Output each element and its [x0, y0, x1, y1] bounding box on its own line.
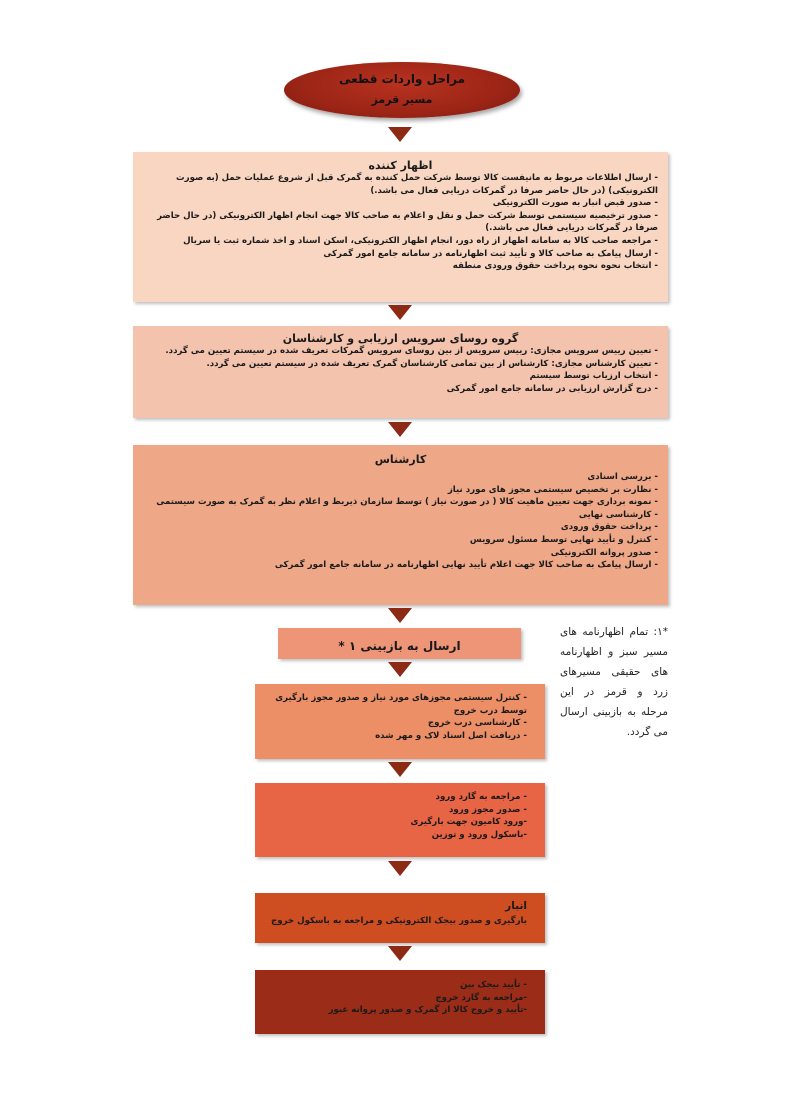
list-item: -ورود کامیون جهت بارگیری	[410, 817, 527, 828]
arrow-down-icon	[388, 946, 412, 961]
list-item: - صدور ترخیصیه سیستمی توسط شرکت حمل و نقل و اعلام به صاحب کالا جهت انجام اظهار الکترونیکی (در حال حاضر صرفا در گمرکات دریایی فعال می باشد.)	[157, 210, 658, 234]
arrow-down-icon	[388, 305, 412, 320]
list-item: - صدور مجوز ورود	[449, 804, 527, 815]
exit-permit-box	[255, 970, 545, 1034]
exit-gate-box	[255, 684, 545, 759]
arrow-down-icon	[388, 127, 412, 142]
list-item: - تعیین رییس سرویس مجازی: رییس سرویس از بین روسای سرویس گمرکات تعریف شده در سیستم تعیین می گردد.	[165, 346, 658, 356]
list-item: - صدور پروانه الکترونیکی	[550, 547, 658, 558]
warehouse-title: انبار	[505, 900, 527, 912]
arrow-down-icon	[388, 861, 412, 876]
list-item: - پرداخت حقوق ورودی	[560, 522, 658, 533]
exit-gate-list	[265, 692, 527, 742]
list-item: - نمونه برداری جهت تعیین ماهیت کالا ( در صورت نیاز ) توسط سازمان ذیربط و اعلام نظر به گمرک به صورت سیستمی	[156, 497, 658, 508]
list-item: - انتخاب نحوه نحوه پرداخت حقوق ورودی منطقه	[452, 261, 658, 272]
list-item: - نظارت بر تخصیص سیستمی مجوز های مورد نیاز	[447, 484, 658, 495]
list-item: - درج گزارش ارزیابی در سامانه جامع امور گمرکی	[446, 383, 658, 394]
arrow-down-icon	[388, 762, 412, 777]
diagram-subtitle: مسیر قرمز	[371, 93, 433, 106]
arrow-down-icon	[388, 422, 412, 437]
review-footnote: *۱: تمام اظهارنامه های مسیر سبز و اظهارنامه های حقیقی مسیرهای زرد و قرمز در این مرحله به بازبینی ارسال می گردد.	[560, 626, 668, 738]
exit-permit-list	[265, 979, 527, 1017]
warehouse-box	[255, 893, 545, 943]
declarant-box	[133, 152, 668, 302]
list-item: - دریافت اصل اسناد لاک و مهر شده	[375, 730, 527, 741]
arrow-down-icon	[388, 608, 412, 623]
warehouse-list	[265, 915, 527, 928]
assessment-group-title: گروه روسای سرویس ارزیابی و کارشناسان	[282, 332, 519, 345]
declarant-list	[143, 172, 658, 273]
expert-title: کارشناس	[374, 453, 427, 466]
list-item: - کارشناسی درب خروج	[427, 718, 527, 729]
list-item: - کنترل سیستمی مجوزهای مورد نیاز و صدور مجوز بارگیری توسط درب خروج	[275, 693, 527, 716]
list-item: - تأیید بیجک بین	[460, 980, 527, 990]
diagram-title: مراحل واردات قطعی	[339, 72, 465, 86]
list-item: - تعیین کارشناس مجازی: کارشناس از بین تمامی کارشناسان گمرک تعریف شده در سیستم تعیین می گردد.	[206, 358, 658, 369]
entry-gate-box	[255, 783, 545, 857]
expert-box	[133, 445, 668, 605]
list-item: - مراجعه صاحب کالا به سامانه اظهار از راه دور، انجام اظهار الکترونیکی، اسکن اسناد و اخذ شماره ثبت یا سریال	[183, 235, 658, 246]
declarant-title: اظهار کننده	[368, 159, 433, 172]
list-item: - ارسال اطلاعات مربوط به مانیفست کالا توسط شرکت حمل کننده به گمرک قبل از شروع عملیات حمل (به صورت الکترونیکی) (در حال حاضر صرفا در گمرکات دریایی فعال می باشد.)	[176, 173, 658, 196]
assessment-group-box	[133, 326, 668, 418]
list-item: -تأیید و خروج کالا از گمرک و صدور پروانه عبور	[328, 1005, 527, 1016]
list-item: - مراجعه به گارد ورود	[435, 792, 527, 802]
list-item: بارگیری و صدور بیجک الکترونیکی و مراجعه به باسکول خروج	[271, 916, 527, 926]
list-item: - ارسال پیامک به صاحب کالا و تأیید ثبت اظهارنامه در سامانه جامع امور گمرکی	[323, 248, 658, 259]
title-oval	[284, 62, 520, 118]
list-item: - کارشناسی نهایی	[578, 509, 658, 520]
list-item: -باسکول ورود و توزین	[431, 829, 527, 840]
review-box	[278, 628, 521, 659]
assessment-group-list	[143, 345, 658, 395]
review-label: ارسال به بازبینی ۱ *	[338, 639, 461, 653]
list-item: - صدور قبض انبار به صورت الکترونیکی	[492, 198, 658, 209]
list-item: - انتخاب ارزیاب توسط سیستم	[529, 371, 658, 382]
expert-list	[143, 471, 658, 572]
list-item: -مراجعه به گارد خروج	[435, 992, 527, 1003]
list-item: - کنترل و تأیید نهایی توسط مسئول سرویس	[469, 534, 658, 545]
arrow-down-icon	[388, 662, 412, 677]
list-item: - بررسی اسنادی	[587, 472, 658, 482]
list-item: - ارسال پیامک به صاحب کالا جهت اعلام تأیید نهایی اظهارنامه در سامانه جامع امور گمرکی	[274, 560, 658, 571]
entry-gate-list	[265, 791, 527, 841]
